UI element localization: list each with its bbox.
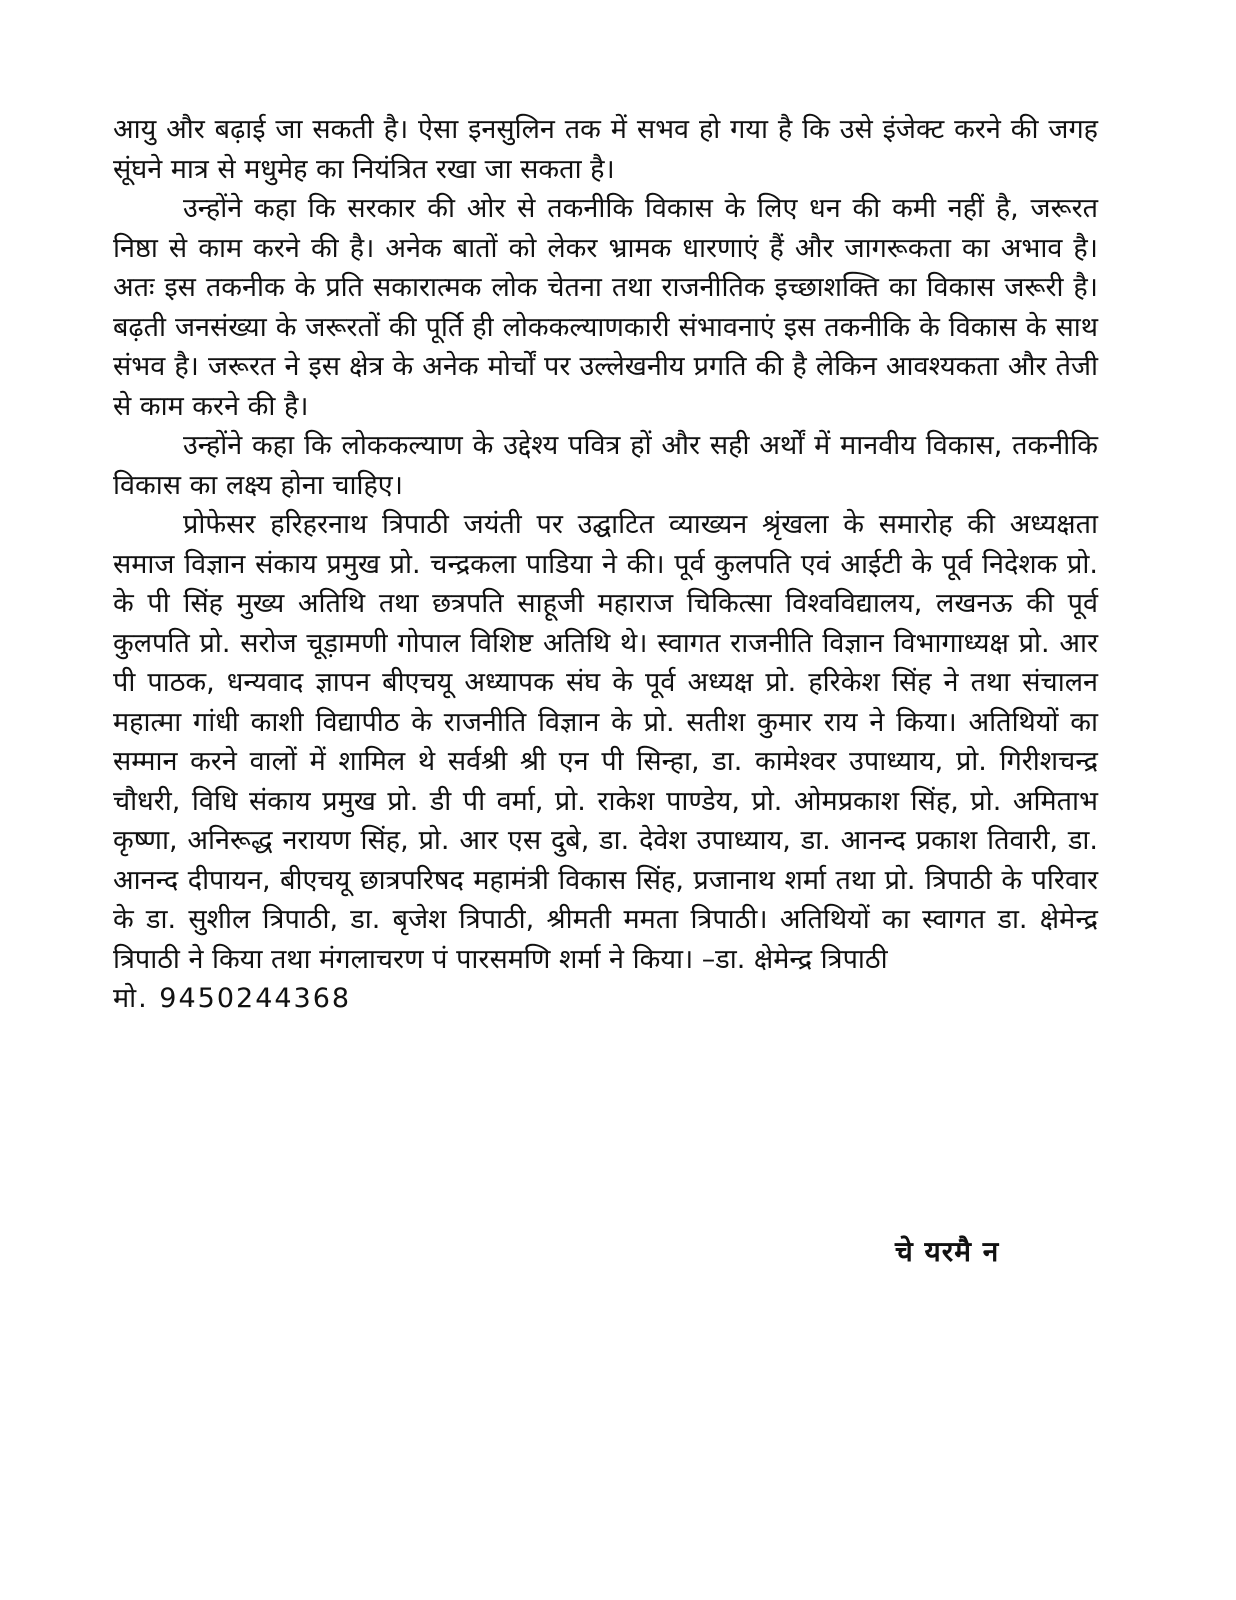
paragraph-1: आयु और बढ़ाई जा सकती है। ऐसा इनसुलिन तक में सभव हो गया है कि उसे इंजेक्ट करने की जगह सूंघने मात्र से मधुमेह का नियंत्रित रखा जा सकता है। [113,114,1098,185]
contact-phone: मो. 9450244368 [113,983,352,1014]
document-body [113,110,1098,1019]
paragraph-2: उन्होंने कहा कि सरकार की ओर से तकनीकि विकास के लिए धन की कमी नहीं है, जरूरत निष्ठा से काम करने की है। अनेक बातों को लेकर भ्रामक धारणाएं हैं और जागरूकता का अभाव है। अतः इस तकनीक के प्रति सकारात्मक लोक चेतना तथा राजनीतिक इच्छाशक्ति का विकास जरूरी है। बढ़ती जनसंख्या के जरूरतों की पूर्ति ही लोककल्याणकारी संभावनाएं इस तकनीकि के विकास के साथ संभव है। जरूरत ने इस क्षेत्र के अनेक मोर्चों पर उल्लेखनीय प्रगति की है लेकिन आवश्यकता और तेजी से काम करने की है। [113,193,1098,422]
paragraph-3: उन्होंने कहा कि लोककल्याण के उद्देश्य पवित्र हों और सही अर्थों में मानवीय विकास, तकनीकि विकास का लक्ष्य होना चाहिए। [113,430,1098,501]
signature-title: चे यरमै न [895,1235,1000,1268]
paragraph-4: प्रोफेसर हरिहरनाथ त्रिपाठी जयंती पर उद्घाटित व्याख्यन श्रृंखला के समारोह की अध्यक्षता समाज विज्ञान संकाय प्रमुख प्रो. चन्द्रकला पाडिया ने की। पूर्व कुलपति एवं आईटी के पूर्व निदेशक प्रो. के पी सिंह मुख्य अतिथि तथा छत्रपति साहूजी महाराज चिकित्सा विश्वविद्यालय, लखनऊ की पूर्व कुलपति प्रो. सरोज चूड़ामणी गोपाल विशिष्ट अतिथि थे। स्वागत राजनीति विज्ञान विभागाध्यक्ष प्रो. आर पी पाठक, धन्यवाद ज्ञापन बीएचयू अध्यापक संघ के पूर्व अध्यक्ष प्रो. हरिकेश सिंह ने तथा संचालन महात्मा गांधी काशी विद्यापीठ के राजनीति विज्ञान के प्रो. सतीश कुमार राय ने किया। अतिथियों का सम्मान करने वालों में शामिल थे सर्वश्री श्री एन पी सिन्हा, डा. कामेश्वर उपाध्याय, प्रो. गिरीशचन्द्र चौधरी, विधि संकाय प्रमुख प्रो. डी पी वर्मा, प्रो. राकेश पाण्डेय, प्रो. ओमप्रकाश सिंह, प्रो. अमिताभ कृष्णा, अनिरूद्ध नरायण सिंह, प्रो. आर एस दुबे, डा. देवेश उपाध्याय, डा. आनन्द प्रकाश तिवारी, डा. आनन्द दीपायन, बीएचयू छात्रपरिषद महामंत्री विकास सिंह, प्रजानाथ शर्मा तथा प्रो. त्रिपाठी के परिवार के डा. सुशील त्रिपाठी, डा. बृजेश त्रिपाठी, श्रीमती ममता त्रिपाठी। अतिथियों का स्वागत डा. क्षेमेन्द्र त्रिपाठी ने किया तथा मंगलाचरण पं पारसमणि शर्मा ने किया। –डा. क्षेमेन्द्र त्रिपाठी [113,509,1098,975]
